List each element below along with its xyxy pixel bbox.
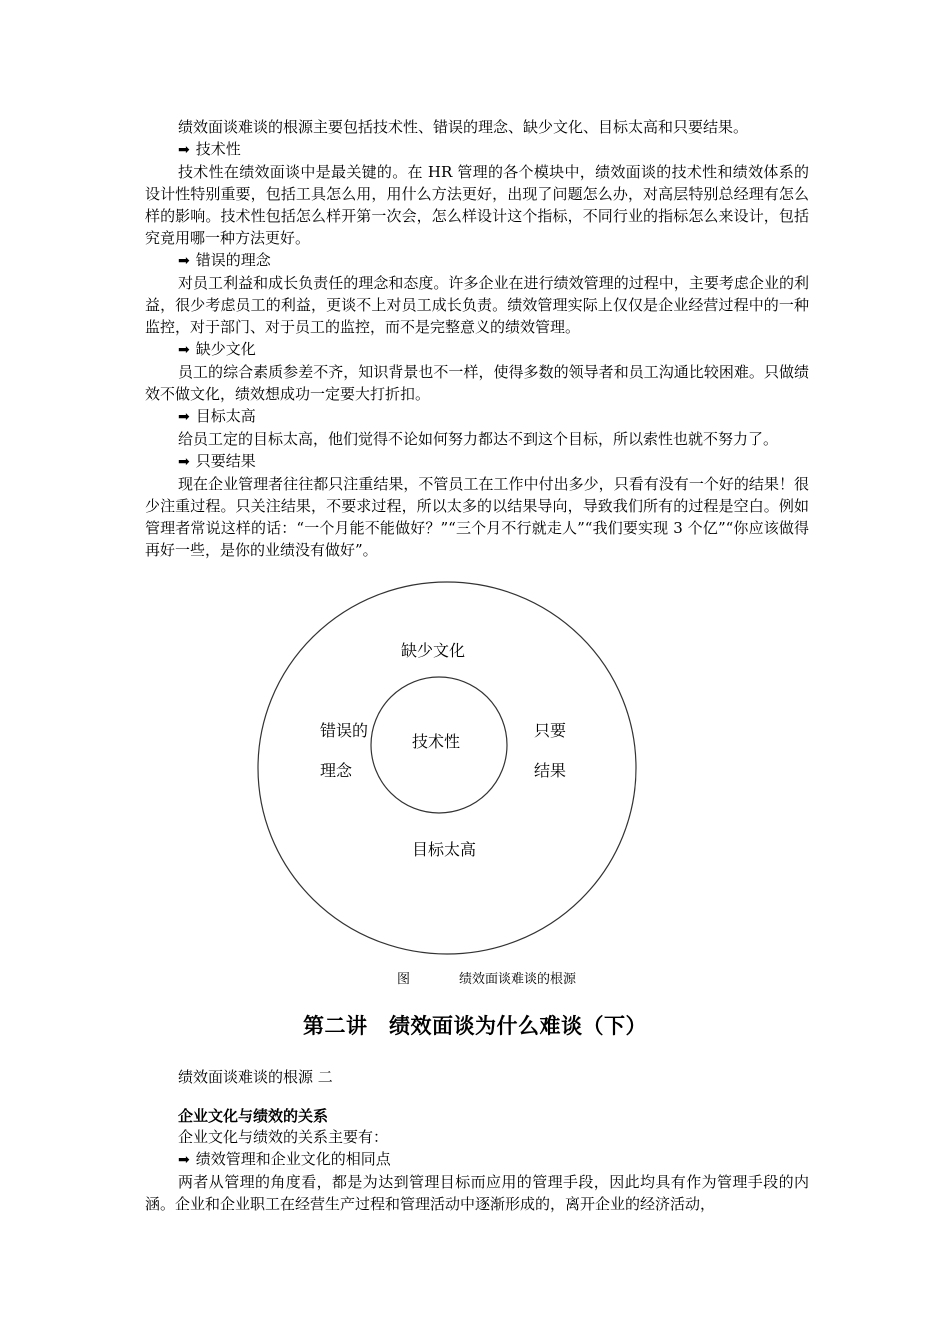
paragraph-technical: 技术性在绩效面谈中是最关键的。在 HR 管理的各个模块中，绩效面谈的技术性和绩效体系的设计性特别重要，包括工具怎么用，用什么方法更好，出现了问题怎么办，对高层特别总经理有怎么样的影响。技术性包括怎么样开第一次会，怎么样设计这个指标，不同行业的指标怎么来设计，包括究竟用哪一种方法更好。: [145, 163, 809, 247]
arrow-icon: ➡: [178, 342, 190, 358]
bullet-label: 技术性: [195, 140, 241, 158]
figure-label: 图: [397, 972, 411, 987]
section-subheading: 企业文化与绩效的关系: [178, 1107, 329, 1125]
arrow-icon: ➡: [178, 1152, 190, 1168]
lecture-title: 第二讲 绩效面谈为什么难谈（下）: [303, 1014, 647, 1038]
bullet-label: 绩效管理和企业文化的相同点: [195, 1150, 391, 1168]
paragraph-similarities: 两者从管理的角度看，都是为达到管理目标而应用的管理手段，因此均具有作为管理手段的内涵。企业和企业职工在经营生产过程和管理活动中逐渐形成的，离开企业的经济活动，: [145, 1173, 809, 1213]
section-heading: 绩效面谈难谈的根源 二: [178, 1068, 333, 1086]
label-lack-culture: 缺少文化: [401, 641, 466, 660]
intro-paragraph: 绩效面谈难谈的根源主要包括技术性、错误的理念、缺少文化、目标太高和只要结果。: [178, 118, 749, 136]
section2-text: [145, 1126, 809, 1215]
paragraph-wrong-concept: 对员工利益和成长负责任的理念和态度。许多企业在进行绩效管理的过程中，主要考虑企业的利益，很少考虑员工的利益，更谈不上对员工成长负责。绩效管理实际上仅仅是企业经营过程中的一种监控，对于部门、对于员工的监控，而不是完整意义的绩效管理。: [145, 274, 809, 336]
label-wrong-concept-1: 错误的: [320, 721, 369, 740]
bullet-label: 错误的理念: [195, 251, 271, 269]
bullet-lack-culture: [145, 338, 809, 361]
bullet-label: 只要结果: [195, 452, 256, 470]
bullet-results-only: [145, 450, 809, 473]
label-target-high: 目标太高: [412, 840, 477, 859]
bullet-similarities: [145, 1148, 809, 1171]
bullet-label: 缺少文化: [195, 340, 256, 358]
label-technical: 技术性: [412, 732, 461, 751]
bullet-technical: [145, 138, 809, 161]
bullet-wrong-concept: [145, 249, 809, 272]
arrow-icon: ➡: [178, 409, 190, 425]
arrow-icon: ➡: [178, 142, 190, 158]
paragraph-lack-culture: 员工的综合素质参差不齐，知识背景也不一样，使得多数的领导者和员工沟通比较困难。只做绩效不做文化，绩效想成功一定要大打折扣。: [145, 363, 809, 403]
roots-diagram: [255, 578, 640, 958]
label-results-only-1: 只要: [534, 721, 567, 740]
diagram-circles: [255, 578, 640, 958]
figure-caption-text: 绩效面谈难谈的根源: [459, 972, 577, 987]
paragraph-target-high: 给员工定的目标太高，他们觉得不论如何努力都达不到这个目标，所以索性也就不努力了。: [178, 430, 779, 448]
arrow-icon: ➡: [178, 454, 190, 470]
main-text: [145, 116, 809, 561]
label-results-only-2: 结果: [534, 761, 567, 780]
arrow-icon: ➡: [178, 253, 190, 269]
bullet-label: 目标太高: [195, 407, 256, 425]
paragraph-results-only: 现在企业管理者往往都只注重结果，不管员工在工作中付出多少，只看有没有一个好的结果！很少注重过程。只关注结果，不要求过程，所以太多的以结果导向，导致我们所有的过程是空白。例如管理者常说这样的话：“一个月能不能做好？”“三个月不行就走人”“我们要实现 3 个亿”“你应该做得再好一些，是你的业绩没有做好”。: [145, 475, 809, 559]
bullet-target-high: [145, 405, 809, 428]
section2-line: 企业文化与绩效的关系主要有：: [178, 1128, 389, 1146]
outer-circle: [258, 582, 636, 954]
label-wrong-concept-2: 理念: [320, 761, 353, 780]
